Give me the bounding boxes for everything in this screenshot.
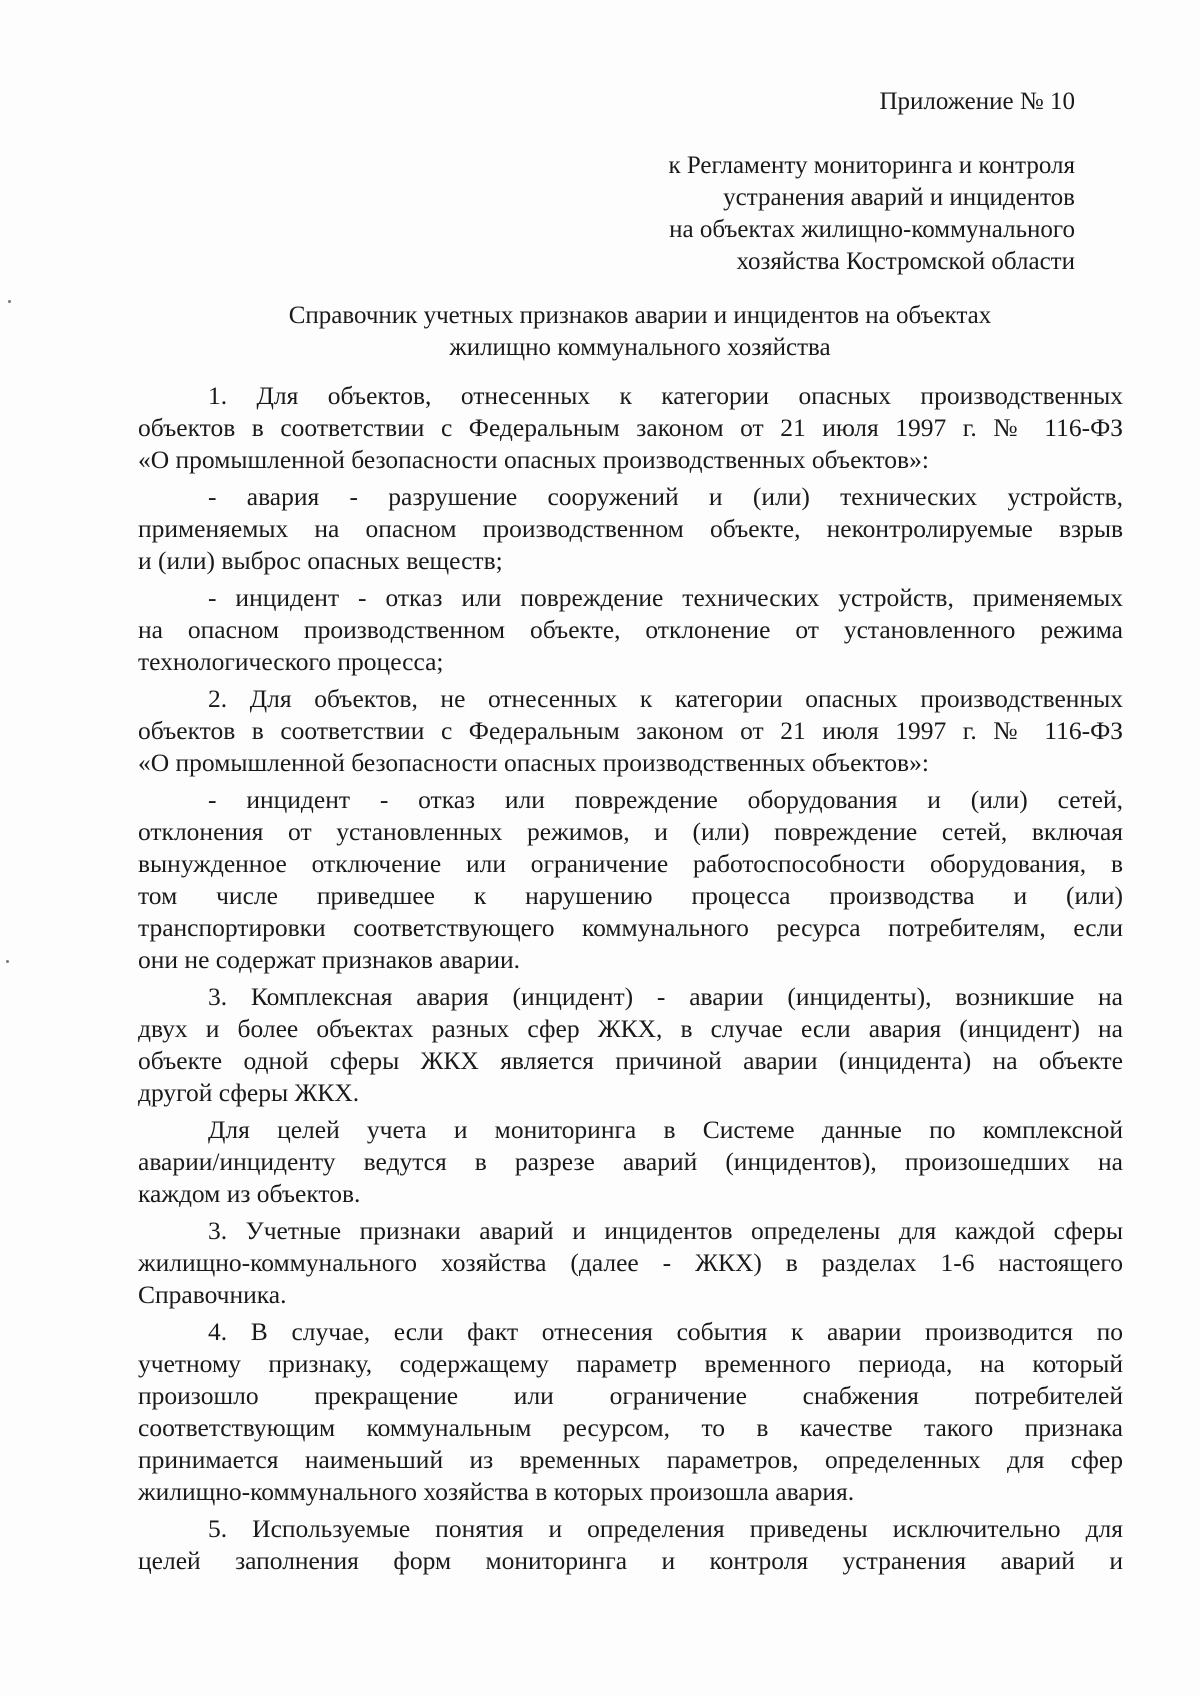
paragraph-5 xyxy=(138,1513,1123,1577)
paragraph-line: - инцидент - отказ или повреждение оборудования и (или) сетей, xyxy=(208,785,1123,814)
paragraph-line: жилищно-коммунального хозяйства в которых произошла авария. xyxy=(138,1477,855,1506)
paragraph-accident-definition xyxy=(138,481,1123,577)
paragraph-line: объектов в соответствии с Федеральным законом от 21 июля 1997 г. № 116-ФЗ xyxy=(138,716,1123,745)
paragraph-line: принимается наименьший из временных параметров, определенных для сфер xyxy=(138,1445,1123,1474)
paragraph-line: 2. Для объектов, не отнесенных к категории опасных производственных xyxy=(208,684,1123,713)
appendix-ref-line: на объектах жилищно-коммунального xyxy=(669,216,1075,243)
document-body xyxy=(138,380,1123,1582)
paragraph-line: 3. Комплексная авария (инцидент) - аварии (инциденты), возникшие на xyxy=(208,982,1123,1011)
paragraph-incident-non-hazardous xyxy=(138,784,1123,976)
paragraph-line: жилищно-коммунального хозяйства (далее - ЖКХ) в разделах 1-6 настоящего xyxy=(138,1248,1123,1277)
paragraph-3-accounting-features xyxy=(138,1215,1123,1311)
paragraph-line: объектов в соответствии с Федеральным законом от 21 июля 1997 г. № 116-ФЗ xyxy=(138,413,1123,442)
paragraph-line: «О промышленной безопасности опасных производственных объектов»: xyxy=(138,445,929,474)
paragraph-line: соответствующим коммунальным ресурсом, то в качестве такого признака xyxy=(138,1413,1123,1442)
paragraph-line: 1. Для объектов, отнесенных к категории опасных производственных xyxy=(208,381,1123,410)
paragraph-monitoring-note xyxy=(138,1114,1123,1210)
document-title-line: жилищно коммунального хозяйства xyxy=(449,334,831,361)
paragraph-2 xyxy=(138,683,1123,779)
paragraph-line: технологического процесса; xyxy=(138,647,444,676)
paragraph-line: 4. В случае, если факт отнесения события к аварии производится по xyxy=(208,1317,1123,1346)
paragraph-line: «О промышленной безопасности опасных производственных объектов»: xyxy=(138,748,929,777)
paragraph-line: произошло прекращение или ограничение снабжения потребителей xyxy=(138,1381,1123,1410)
paragraph-line: другой сферы ЖКХ. xyxy=(138,1078,360,1107)
paragraph-line: Справочника. xyxy=(138,1280,287,1309)
paragraph-line: учетному признаку, содержащему параметр временного периода, на который xyxy=(138,1349,1123,1378)
paragraph-line: 5. Используемые понятия и определения приведены исключительно для xyxy=(208,1514,1123,1543)
scan-speck xyxy=(6,960,9,963)
scan-speck xyxy=(8,300,11,303)
appendix-ref-line: устранения аварий и инцидентов xyxy=(723,184,1075,211)
paragraph-4 xyxy=(138,1316,1123,1508)
appendix-reference xyxy=(455,150,1075,278)
paragraph-line: применяемых на опасном производственном объекте, неконтролируемые взрыв xyxy=(138,514,1123,543)
paragraph-line: вынужденное отключение или ограничение работоспособности оборудования, в xyxy=(138,849,1123,878)
paragraph-line: Для целей учета и мониторинга в Системе данные по комплексной xyxy=(208,1115,1123,1144)
paragraph-line: 3. Учетные признаки аварий и инцидентов определены для каждой сферы xyxy=(208,1216,1123,1245)
document-title-line: Справочник учетных признаков аварии и инцидентов на объектах xyxy=(288,302,992,329)
paragraph-line: каждом из объектов. xyxy=(138,1179,361,1208)
appendix-title: Приложение № 10 xyxy=(879,88,1075,115)
paragraph-line: отклонения от установленных режимов, и (или) повреждение сетей, включая xyxy=(138,817,1123,846)
paragraph-line: они не содержат признаков аварии. xyxy=(138,945,521,974)
paragraph-line: аварии/инциденту ведутся в разрезе аварий (инцидентов), произошедших на xyxy=(138,1147,1123,1176)
document-title xyxy=(160,300,1120,364)
paragraph-line: на опасном производственном объекте, отклонение от установленного режима xyxy=(138,615,1123,644)
appendix-ref-line: к Регламенту мониторинга и контроля xyxy=(668,152,1075,179)
paragraph-line: том числе приведшее к нарушению процесса производства и (или) xyxy=(138,881,1123,910)
paragraph-3-complex-accident xyxy=(138,981,1123,1109)
paragraph-incident-definition xyxy=(138,582,1123,678)
appendix-ref-line: хозяйства Костромской области xyxy=(736,248,1075,275)
paragraph-line: целей заполнения форм мониторинга и контроля устранения аварий и xyxy=(138,1546,1123,1575)
paragraph-line: - инцидент - отказ или повреждение технических устройств, применяемых xyxy=(208,583,1123,612)
paragraph-line: двух и более объектах разных сфер ЖКХ, в случае если авария (инцидент) на xyxy=(138,1014,1123,1043)
paragraph-1 xyxy=(138,380,1123,476)
paragraph-line: объекте одной сферы ЖКХ является причиной аварии (инцидента) на объекте xyxy=(138,1046,1123,1075)
paragraph-line: транспортировки соответствующего коммунального ресурса потребителям, если xyxy=(138,913,1123,942)
paragraph-line: и (или) выброс опасных веществ; xyxy=(138,546,503,575)
paragraph-line: - авария - разрушение сооружений и (или) технических устройств, xyxy=(208,482,1123,511)
